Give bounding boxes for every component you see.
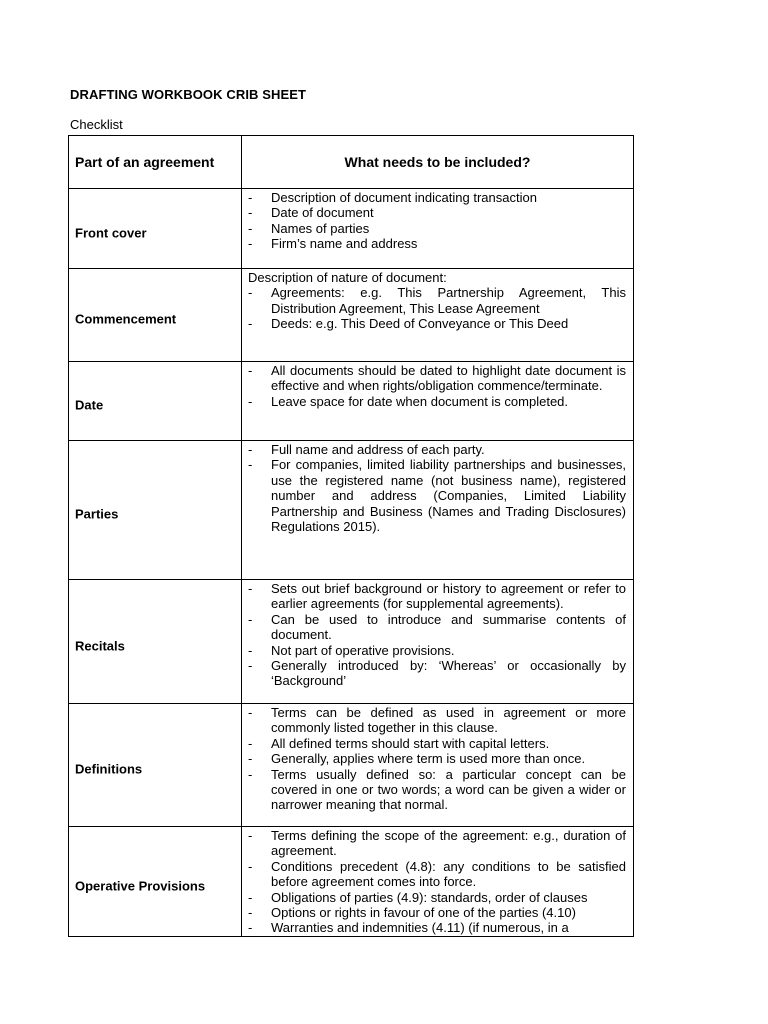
list-item: - Terms defining the scope of the agreement: e.g., duration of agreement. bbox=[248, 828, 626, 859]
checklist-table bbox=[68, 135, 634, 937]
header-what-needs-included: What needs to be included? bbox=[242, 136, 634, 189]
requirements-list bbox=[248, 442, 626, 534]
list-item: - For companies, limited liability partnerships and businesses, use the registered name (not business name), registered number and address (Companies, Limited Liability Partnership and Business (Names and Trading Disclosures) Regulations 2015). bbox=[248, 457, 626, 534]
part-cell bbox=[69, 362, 242, 441]
part-cell bbox=[69, 580, 242, 704]
table-row bbox=[69, 827, 634, 937]
requirements-list bbox=[248, 363, 626, 409]
requirements-list bbox=[248, 581, 626, 689]
requirements-cell bbox=[242, 362, 634, 441]
list-item: - Obligations of parties (4.9): standards, order of clauses bbox=[248, 890, 626, 905]
list-item: - Warranties and indemnities (4.11) (if numerous, in a bbox=[248, 920, 626, 935]
requirements-list bbox=[248, 285, 626, 331]
list-item: - Conditions precedent (4.8): any conditions to be satisfied before agreement comes into force. bbox=[248, 859, 626, 890]
list-item: - Full name and address of each party. bbox=[248, 442, 626, 457]
list-item: - Not part of operative provisions. bbox=[248, 643, 626, 658]
part-label: Front cover bbox=[75, 225, 147, 240]
table-body bbox=[69, 189, 634, 937]
list-item: - Options or rights in favour of one of the parties (4.10) bbox=[248, 905, 626, 920]
part-label: Parties bbox=[75, 506, 119, 522]
table-row bbox=[69, 441, 634, 580]
document-subtitle: Checklist bbox=[70, 117, 123, 132]
part-cell bbox=[69, 827, 242, 937]
part-cell bbox=[69, 269, 242, 362]
part-label: Recitals bbox=[75, 638, 125, 653]
requirements-cell bbox=[242, 704, 634, 827]
table-row bbox=[69, 362, 634, 441]
part-label: Date bbox=[75, 397, 104, 413]
list-item: - Sets out brief background or history to agreement or refer to earlier agreements (for supplemental agreements). bbox=[248, 581, 626, 612]
requirements-cell bbox=[242, 441, 634, 580]
requirements-intro: Description of nature of document: bbox=[248, 270, 447, 285]
requirements-cell bbox=[242, 580, 634, 704]
list-item: - Terms can be defined as used in agreement or more commonly listed together in this clause. bbox=[248, 705, 626, 736]
table-row bbox=[69, 189, 634, 269]
part-cell bbox=[69, 441, 242, 580]
part-label: Operative Provisions bbox=[75, 878, 206, 893]
part-label: Definitions bbox=[75, 761, 143, 777]
table-row bbox=[69, 269, 634, 362]
table-row bbox=[69, 704, 634, 827]
list-item: - Description of document indicating transaction bbox=[248, 190, 626, 205]
list-item: - Generally introduced by: ‘Whereas’ or occasionally by ‘Background’ bbox=[248, 658, 626, 689]
requirements-cell bbox=[242, 269, 634, 362]
list-item: - Agreements: e.g. This Partnership Agreement, This Distribution Agreement, This Lease Agreement bbox=[248, 285, 626, 316]
list-item: - Deeds: e.g. This Deed of Conveyance or This Deed bbox=[248, 316, 626, 331]
requirements-list bbox=[248, 190, 626, 252]
part-cell bbox=[69, 189, 242, 269]
part-label: Commencement bbox=[75, 311, 177, 327]
list-item: - All documents should be dated to highlight date document is effective and when rights/obligation commence/terminate. bbox=[248, 363, 626, 394]
requirements-cell bbox=[242, 189, 634, 269]
requirements-list bbox=[248, 705, 626, 813]
list-item: - All defined terms should start with capital letters. bbox=[248, 736, 626, 751]
list-item: - Can be used to introduce and summarise contents of document. bbox=[248, 612, 626, 643]
list-item: - Terms usually defined so: a particular concept can be covered in one or two words; a word can be given a wider or narrower meaning that normal. bbox=[248, 767, 626, 813]
part-cell bbox=[69, 704, 242, 827]
table-header-row bbox=[69, 136, 634, 189]
list-item: - Date of document bbox=[248, 205, 626, 220]
list-item: - Firm’s name and address bbox=[248, 236, 626, 251]
list-item: - Leave space for date when document is completed. bbox=[248, 394, 626, 409]
list-item: - Names of parties bbox=[248, 221, 626, 236]
header-part-of-agreement: Part of an agreement bbox=[69, 136, 242, 189]
requirements-list bbox=[248, 828, 626, 936]
requirements-cell bbox=[242, 827, 634, 937]
table-row bbox=[69, 580, 634, 704]
document-title: DRAFTING WORKBOOK CRIB SHEET bbox=[70, 87, 307, 102]
list-item: - Generally, applies where term is used more than once. bbox=[248, 751, 626, 766]
